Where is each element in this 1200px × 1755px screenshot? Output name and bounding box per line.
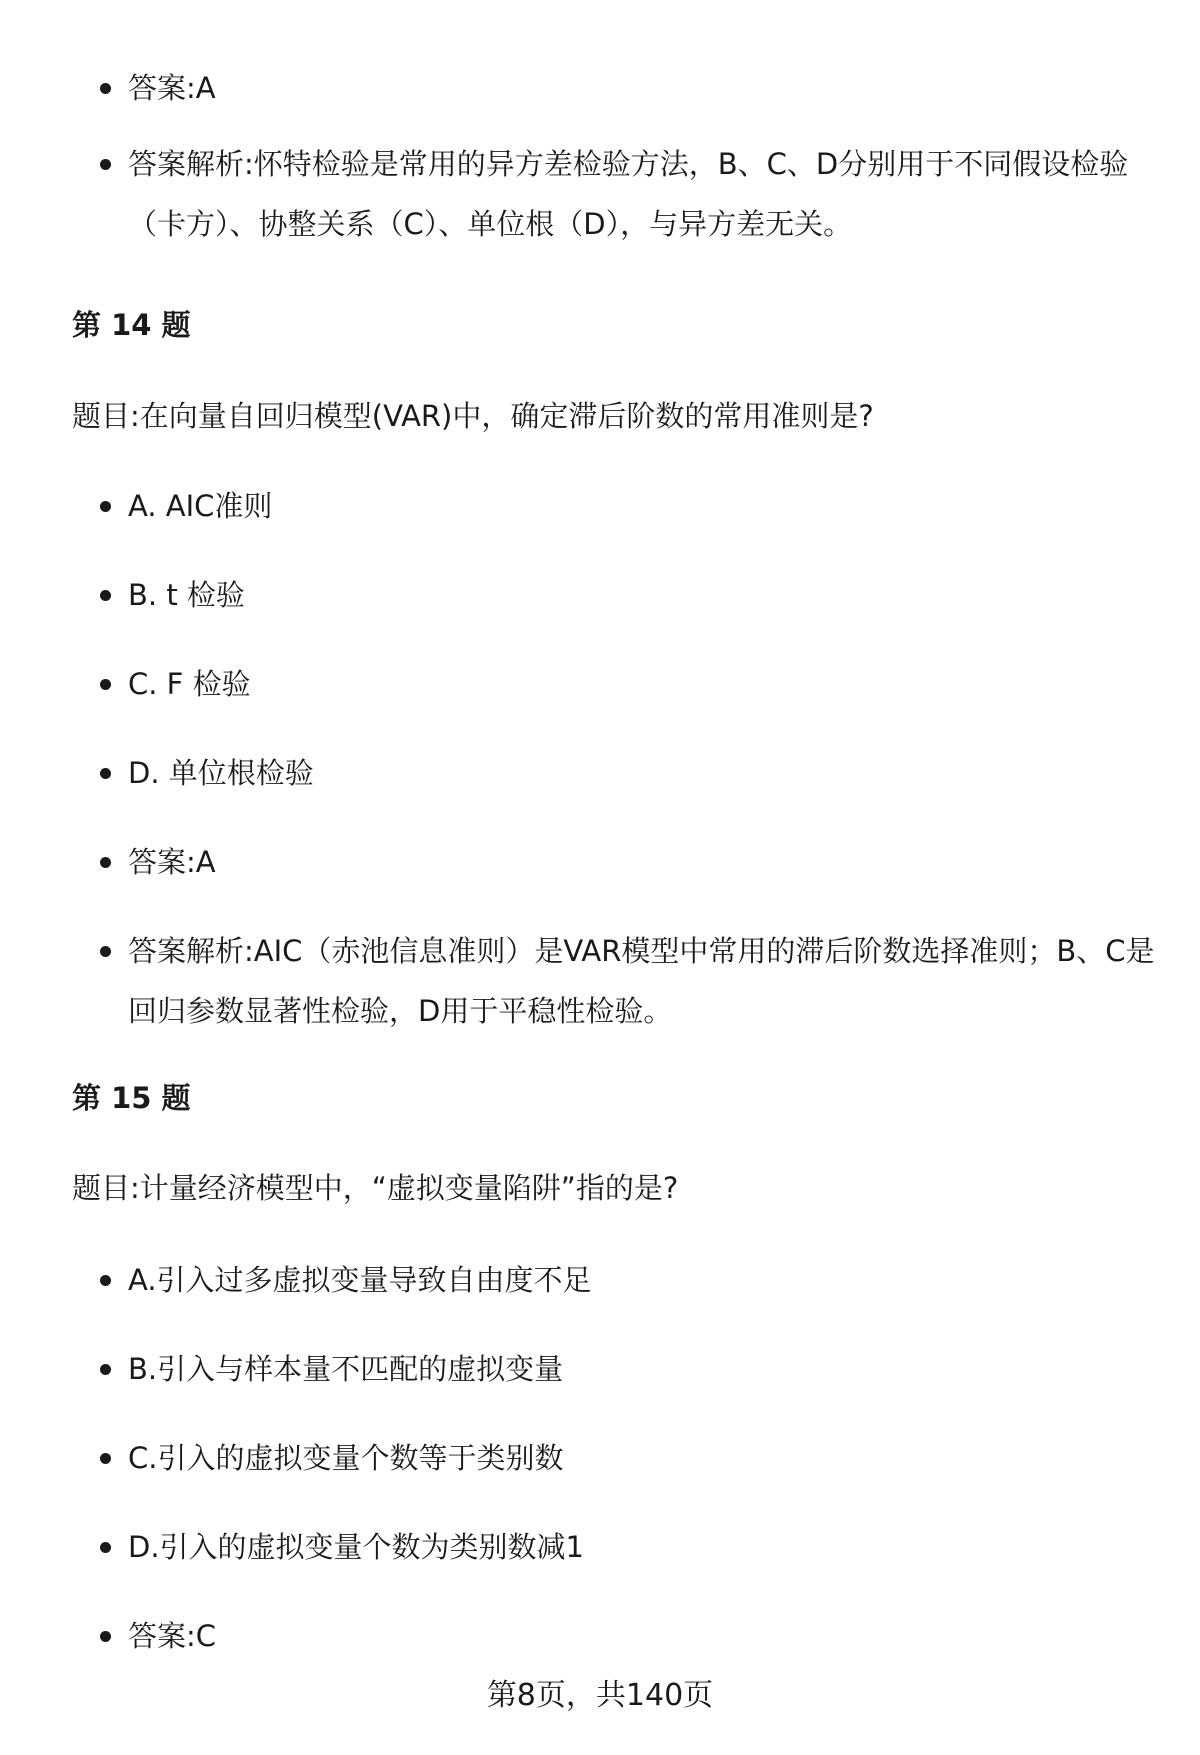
question-14-heading: 第 14 题 bbox=[72, 308, 191, 342]
question-14-option-d: D. 单位根检验 bbox=[128, 743, 1158, 803]
prev-answer: 答案:A bbox=[128, 58, 1158, 118]
question-15-option-d: D.引入的虚拟变量个数为类别数减1 bbox=[128, 1517, 1158, 1577]
question-14-option-a: A. AIC准则 bbox=[128, 476, 1158, 536]
question-14-option-c: C. F 检验 bbox=[128, 654, 1158, 714]
question-14-option-b: B. t 检验 bbox=[128, 565, 1158, 625]
question-14-explanation: 答案解析:AIC（赤池信息准则）是VAR模型中常用的滞后阶数选择准则；B、C是回归参数显著性检验，D用于平稳性检验。 bbox=[128, 921, 1158, 1041]
question-15-option-c: C.引入的虚拟变量个数等于类别数 bbox=[128, 1428, 1158, 1488]
prev-explanation: 答案解析:怀特检验是常用的异方差检验方法，B、C、D分别用于不同假设检验（卡方）、协整关系（C）、单位根（D），与异方差无关。 bbox=[128, 134, 1158, 254]
question-15-answer: 答案:C bbox=[128, 1606, 1158, 1666]
question-15-option-a: A.引入过多虚拟变量导致自由度不足 bbox=[128, 1250, 1158, 1310]
question-15-text: 题目:计量经济模型中，“虚拟变量陷阱”指的是? bbox=[72, 1171, 679, 1205]
page-indicator: 第8页，共140页 bbox=[486, 1678, 714, 1713]
question-14-text: 题目:在向量自回归模型(VAR)中，确定滞后阶数的常用准则是? bbox=[72, 399, 874, 433]
question-14-answer: 答案:A bbox=[128, 832, 1158, 892]
question-15-option-b: B.引入与样本量不匹配的虚拟变量 bbox=[128, 1339, 1158, 1399]
question-15-heading: 第 15 题 bbox=[72, 1081, 191, 1115]
